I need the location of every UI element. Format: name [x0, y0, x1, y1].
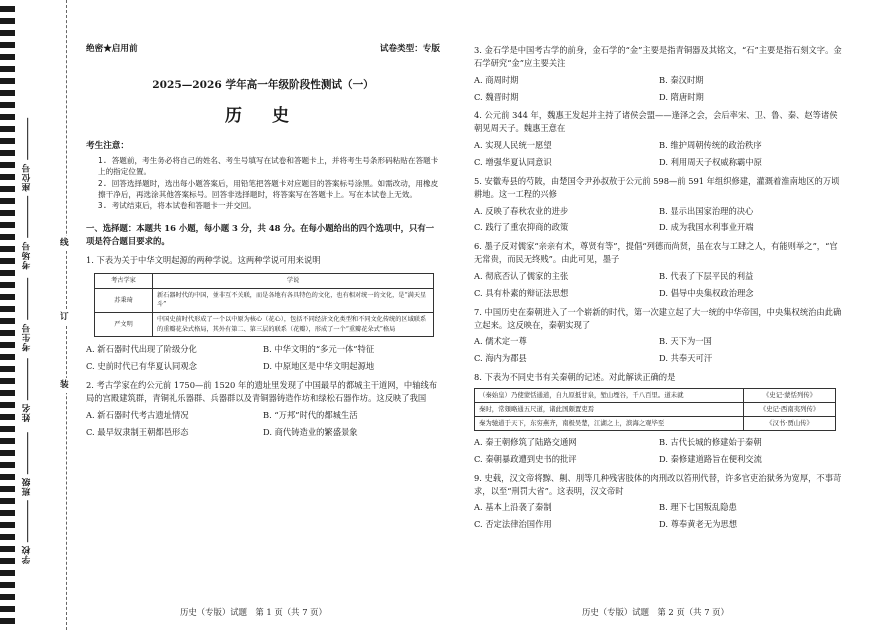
- stripe: [0, 66, 15, 72]
- question-7: [474, 306, 844, 365]
- fill-line: [27, 500, 28, 542]
- stripe: [0, 30, 15, 36]
- table-row: [95, 313, 434, 337]
- option-d: D. 商代铸造业的繁盛景象: [263, 426, 358, 437]
- stripe: [0, 486, 15, 492]
- stripe: [0, 342, 15, 348]
- question-stem: 3. 金石学是中国考古学的前身，金石学的“金”主要是指青铜器及其铭文，“石”主要是指石刻文字。金石学研究“金”应主要关注: [474, 45, 842, 68]
- table-cell: 新石器时代的中国，並非互不关联，而是各地有各具特色的文化，也有相对统一的文化，是“满天星斗”: [153, 288, 434, 312]
- notice-title: 考生注意：: [86, 141, 129, 152]
- options: [86, 409, 440, 439]
- option-b: B. 古代长城的修建始于秦朝: [659, 436, 762, 447]
- stripe: [0, 294, 15, 300]
- option-b: B. 理下七国叛乱隐患: [659, 502, 737, 513]
- stripe: [0, 450, 15, 456]
- stripe: [0, 318, 15, 324]
- option-c: C. 践行了重农抑商的政策: [474, 222, 569, 233]
- binding-margin: [0, 0, 78, 630]
- cut-word: 装: [60, 378, 69, 393]
- exam-title: 2025—2026 学年高一年级阶段性测试（一）: [152, 79, 374, 92]
- stripe: [0, 414, 15, 420]
- option-c: C. 具有朴素的辩证法思想: [474, 287, 569, 298]
- fill-line: [27, 278, 28, 320]
- option-a: A. 反映了春秋农业的进步: [474, 205, 569, 216]
- option-a: A. 秦王朝修筑了陆路交通网: [474, 436, 577, 447]
- stripe: [0, 150, 15, 156]
- question-8: [474, 371, 844, 465]
- fill-line: [27, 118, 28, 160]
- stripe: [0, 402, 15, 408]
- binding-field-seat: [22, 118, 33, 192]
- question-3: [474, 44, 844, 103]
- page-2: [474, 44, 844, 531]
- fill-line: [27, 196, 28, 238]
- table-cell: 《史记·蒙恬列传》: [744, 389, 836, 403]
- page-footer-right: 历史（专版）试题 第 2 页（共 7 页）: [582, 607, 729, 617]
- binding-label: 考场号: [22, 241, 32, 270]
- stripe: [0, 246, 15, 252]
- notice: [86, 141, 440, 211]
- option-a: A. 彻底否认了儒家的主张: [474, 271, 569, 282]
- table-cell: 《汉书·贾山传》: [744, 416, 836, 430]
- option-d: D. 成为我国水利事业开端: [659, 222, 754, 233]
- question-stem: 9. 史载，汉文帝将黥、劓、刖等几种残害肢体的肉刑改以笞刑代替，许多官吏治狱务为宽厚，不事苛求，以至“刑罚大省”。这表明，汉文帝时: [474, 472, 842, 496]
- question-4: [474, 109, 844, 168]
- question-stem: 2. 考古学家在约公元前 1750—前 1520 年的遗址里发现了中国最早的都城主干道网，中轴线布局的宫殿建筑群，青铜礼乐器群、兵器群以及青铜器铸造作坊和绿松石器作坊。这反映了我国: [86, 380, 438, 403]
- doctrine-table: [94, 273, 434, 337]
- option-a: A. 儒术定一尊: [474, 336, 527, 347]
- stripe: [0, 234, 15, 240]
- option-b: B. 中华文明的“多元一体”特征: [263, 344, 375, 355]
- question-2: [86, 379, 440, 438]
- notice-item: 2. 回答选择题时，选出每小题答案后，用铅笔把答题卡对应题目的答案标号涂黑。如需改动，用橡皮擦干净后，再选涂其他答案标号。回答非选择题时，将答案写在答题卡上。写在本试卷上无效。: [98, 178, 439, 199]
- subject-title: 历 史: [225, 105, 301, 126]
- stripe: [0, 498, 15, 504]
- stripe: [0, 594, 15, 600]
- option-b: B. 天下为一国: [659, 336, 712, 347]
- stripe: [0, 366, 15, 372]
- option-c: C. 魏晋时期: [474, 91, 519, 102]
- stripe: [0, 522, 15, 528]
- table-row: [95, 288, 434, 312]
- binding-label: 姓名: [22, 403, 32, 423]
- question-9: [474, 472, 844, 531]
- stripe: [0, 570, 15, 576]
- binding-field-room: [22, 196, 33, 270]
- binding-label: 学校: [22, 545, 32, 565]
- table-cell: 严文明: [95, 313, 153, 337]
- stripe: [0, 330, 15, 336]
- stripe: [0, 174, 15, 180]
- options: [474, 270, 844, 300]
- stripe: [0, 258, 15, 264]
- table-cell: （秦始皇）乃使蒙恬通道，自九原抵甘泉，堑山堙谷，千八百里。道未就: [475, 389, 744, 403]
- stripe: [0, 162, 15, 168]
- question-stem: 8. 下表为不同史书有关秦朝的记述。对此解读正确的是: [474, 372, 676, 383]
- stripe: [0, 510, 15, 516]
- page-footer-left: 历史（专版）试题 第 1 页（共 7 页）: [180, 607, 327, 617]
- table-cell: 秦为驰道于天下，东穷燕齐，南极吴楚，江湖之上，滨海之观毕至: [475, 416, 744, 430]
- options: [86, 343, 440, 373]
- stripe: [0, 90, 15, 96]
- stripe: [0, 78, 15, 84]
- stripe: [0, 426, 15, 432]
- fill-line: [27, 358, 28, 400]
- stripe: [0, 474, 15, 480]
- stripe: [0, 582, 15, 588]
- options: [474, 436, 844, 466]
- stripe: [0, 282, 15, 288]
- page-header: [86, 44, 440, 55]
- stripe: [0, 6, 15, 12]
- option-a: A. 基本上沿袭了秦制: [474, 502, 552, 513]
- option-a: A. 新石器时代出现了阶级分化: [86, 344, 197, 355]
- option-d: D. 中原地区是中华文明起源地: [263, 361, 375, 372]
- table-cell: 《史记·西南夷列传》: [744, 403, 836, 417]
- notice-item: 3. 考试结束后，将本试卷和答题卡一并交回。: [98, 201, 256, 211]
- notice-item: 1. 答题前，考生务必将自己的姓名、考生号填写在试卷和答题卡上，并将考生号条形码粘贴在答题卡上的指定位置。: [98, 156, 439, 177]
- options: [474, 501, 844, 531]
- question-stem: 5. 安徽寿县的芍陂，由楚国令尹孙叔敖于公元前 598—前 591 年组织修建，灌溉着淮南地区的万顷耕地。这一工程的兴修: [474, 175, 840, 199]
- question-stem: 1. 下表为关于中华文明起源的两种学说。这两种学说可用来说明: [86, 255, 321, 266]
- stripe: [0, 534, 15, 540]
- page-1: [86, 44, 440, 438]
- option-a: A. 新石器时代考古遗址情况: [86, 409, 189, 420]
- stripe: [0, 210, 15, 216]
- option-a: A. 商周时期: [474, 74, 519, 85]
- option-b: B. “万邦”时代的都城生活: [263, 409, 358, 420]
- stripe: [0, 138, 15, 144]
- stripe: [0, 606, 15, 612]
- stripe: [0, 18, 15, 24]
- table-header: 考古学家: [95, 274, 153, 289]
- options: [474, 74, 844, 104]
- binding-field-examinee-no: [22, 278, 33, 352]
- option-c: C. 秦朝暴政遭到史书的批评: [474, 453, 577, 464]
- option-c: C. 增强华夏认同意识: [474, 157, 552, 168]
- confidential-label: 绝密★启用前: [86, 44, 138, 54]
- stripe: [0, 354, 15, 360]
- option-c: C. 否定法律治国作用: [474, 519, 552, 530]
- stripe: [0, 54, 15, 60]
- option-b: B. 秦汉时期: [659, 74, 704, 85]
- question-stem: 7. 中国历史在秦朝进入了一个崭新的时代，第一次建立起了大一统的中华帝国，中央集权统治由此确立起来。这反映在，秦朝实现了: [474, 306, 842, 330]
- question-1: [86, 254, 440, 373]
- stripe: [0, 126, 15, 132]
- stripe: [0, 378, 15, 384]
- stripe: [0, 114, 15, 120]
- option-d: D. 倡导中央集权政治理念: [659, 287, 754, 298]
- stripe: [0, 42, 15, 48]
- stripe: [0, 558, 15, 564]
- table-cell: 苏秉琦: [95, 288, 153, 312]
- option-d: D. 秦修建道路旨在便利交流: [659, 453, 762, 464]
- stripe: [0, 222, 15, 228]
- stripe: [0, 102, 15, 108]
- table-row: [475, 403, 836, 417]
- cut-word: 线: [60, 236, 69, 251]
- question-stem: 4. 公元前 344 年，魏惠王发起并主持了诸侯会盟——逢泽之会，会后率宋、卫、鲁、秦、赵等诸侯朝见周天子。魏惠王意在: [474, 110, 838, 134]
- stripe: [0, 306, 15, 312]
- option-d: D. 共奉天可汗: [659, 353, 713, 364]
- option-b: B. 代表了下层平民的利益: [659, 271, 754, 282]
- stripe: [0, 186, 15, 192]
- stripe: [0, 546, 15, 552]
- table-header: 学说: [153, 274, 434, 289]
- cut-word: 订: [60, 310, 69, 325]
- question-5: [474, 175, 844, 234]
- binding-label: 座位号: [22, 163, 32, 192]
- stripe: [0, 198, 15, 204]
- option-c: C. 最早奴隶制王朝都邑形态: [86, 426, 189, 437]
- binding-field-school: [22, 500, 33, 564]
- stripe: [0, 438, 15, 444]
- table-cell: 秦时，常頞略通五尺道，诸此国颇置吏焉: [475, 403, 744, 417]
- option-c: C. 海内为郡县: [474, 353, 527, 364]
- question-6: [474, 240, 844, 299]
- table-cell: 中国史前时代形成了一个以中原为核心（花心），包括不同经济文化类型和不同文化传统的区域联系的重瓣花朵式格局，其外有第二、第三层的联系（花瓣），形成了一个“重瓣花朵式”格局: [153, 313, 434, 337]
- paper-type-label: 试卷类型：专版: [379, 44, 440, 54]
- option-b: B. 显示出国家治理的决心: [659, 205, 754, 216]
- option-d: D. 尊奉黄老无为思想: [659, 519, 738, 530]
- option-c: C. 史前时代已有华夏认同观念: [86, 361, 197, 372]
- question-stem: 6. 墨子反对儒家“亲亲有术，尊贤有等”，提倡“列德而尚贤，虽在农与工肆之人，有能则举之”，“官无常贵，而民无终贱”。由此可见，墨子: [474, 241, 838, 265]
- stripe: [0, 618, 15, 624]
- table-row: [475, 416, 836, 430]
- option-d: D. 利用周天子权威称霸中原: [659, 157, 762, 168]
- binding-label: 班级: [22, 477, 32, 497]
- option-d: D. 隋唐时期: [659, 91, 704, 102]
- fill-line: [27, 432, 28, 474]
- options: [474, 335, 844, 365]
- table-row: [475, 389, 836, 403]
- stripe: [0, 462, 15, 468]
- option-b: B. 维护周朝传统的政治秩序: [659, 140, 762, 151]
- binding-field-class: [22, 432, 33, 496]
- stripe: [0, 390, 15, 396]
- records-table: [474, 388, 836, 431]
- binding-label: 考生号: [22, 323, 32, 352]
- options: [474, 139, 844, 169]
- option-a: A. 实现人民统一愿望: [474, 140, 552, 151]
- section-heading: 一、选择题：本题共 16 小题，每小题 3 分，共 48 分。在每小题给出的四个选项中，只有一项是符合题目要求的。: [86, 223, 435, 247]
- options: [474, 205, 844, 235]
- binding-field-name: [22, 358, 33, 422]
- stripe: [0, 270, 15, 276]
- table-header-row: [95, 274, 434, 289]
